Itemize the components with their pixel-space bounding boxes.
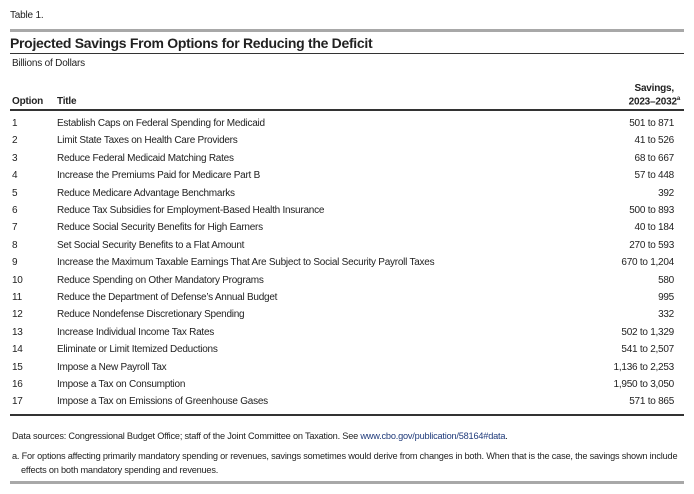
table-row: [10, 257, 674, 274]
savings-value: 41 to 526: [634, 135, 674, 147]
option-title: Reduce the Department of Defense’s Annual Budget: [57, 292, 278, 303]
savings-value: 502 to 1,329: [621, 326, 674, 338]
savings-value: 670 to 1,204: [621, 257, 674, 269]
option-number: 5: [12, 187, 18, 199]
option-title: Set Social Security Benefits to a Flat Amount: [57, 239, 245, 251]
savings-value: 40 to 184: [634, 222, 674, 234]
footnote-marker: a: [676, 96, 680, 102]
table-row: [10, 118, 674, 135]
table-row: [10, 292, 674, 309]
savings-value: 57 to 448: [634, 170, 674, 182]
option-number: 3: [12, 152, 18, 164]
table-row: [10, 170, 674, 187]
option-number: 2: [12, 135, 18, 147]
table-row: [10, 153, 674, 170]
option-title: Eliminate or Limit Itemized Deductions: [57, 344, 218, 356]
header-rule: [10, 109, 684, 111]
option-number: 4: [12, 170, 18, 182]
option-title: Impose a Tax on Consumption: [57, 379, 186, 390]
option-number: 16: [12, 379, 23, 390]
source-link[interactable]: www.cbo.gov/publication/58164#data: [360, 431, 506, 441]
title-rule: [10, 53, 684, 54]
savings-value: 392: [658, 187, 674, 199]
footer-rule: [10, 481, 684, 484]
savings-value: 571 to 865: [629, 396, 674, 408]
option-number: 12: [12, 309, 23, 321]
savings-value: 68 to 667: [634, 152, 674, 164]
option-number: 11: [12, 292, 22, 303]
data-sources: Data sources: Congressional Budget Office; staff of the Joint Committee on Taxation. See www.cbo.gov/publication/58164#data.: [12, 431, 508, 441]
option-title: Reduce Federal Medicaid Matching Rates: [57, 152, 234, 164]
bottom-rule: [10, 414, 684, 416]
option-number: 9: [12, 257, 18, 269]
option-number: 14: [12, 344, 23, 356]
option-title: Reduce Medicare Advantage Benchmarks: [57, 187, 235, 199]
table-row: [10, 327, 674, 344]
option-number: 15: [12, 361, 23, 373]
option-title: Reduce Nondefense Discretionary Spending: [57, 309, 245, 321]
option-title: Reduce Social Security Benefits for High Earners: [57, 222, 263, 234]
header-title: Title: [57, 96, 77, 107]
option-title: Impose a Tax on Emissions of Greenhouse Gases: [57, 396, 268, 408]
table-row: [10, 396, 674, 413]
table-row: [10, 344, 674, 361]
footnote-a: a. For options affecting primarily mandatory spending or revenues, savings sometimes would derive from changes in both. When that is the case, the savings shown include effects on both mandatory spending and revenues.: [12, 451, 678, 475]
option-number: 17: [12, 396, 23, 408]
option-title: Establish Caps on Federal Spending for Medicaid: [57, 118, 265, 129]
option-title: Impose a New Payroll Tax: [57, 361, 167, 373]
table-row: [10, 188, 674, 205]
option-number: 8: [12, 239, 18, 251]
table-row: [10, 379, 674, 396]
header-savings-line1: Savings,: [634, 83, 674, 94]
option-title: Reduce Spending on Other Mandatory Programs: [57, 274, 264, 286]
option-number: 1: [12, 118, 18, 129]
table-row: [10, 362, 674, 379]
option-title: Increase the Premiums Paid for Medicare Part B: [57, 170, 261, 182]
table-row: [10, 205, 674, 222]
option-title: Limit State Taxes on Health Care Providers: [57, 135, 238, 147]
savings-value: 1,950 to 3,050: [613, 379, 674, 390]
savings-value: 1,136 to 2,253: [613, 361, 674, 373]
option-number: 13: [12, 326, 23, 338]
top-rule: [10, 29, 684, 32]
table-row: [10, 309, 674, 326]
table-row: [10, 275, 674, 292]
option-title: Reduce Tax Subsidies for Employment-Based Health Insurance: [57, 205, 325, 216]
savings-value: 500 to 893: [629, 205, 674, 216]
savings-value: 332: [658, 309, 674, 321]
option-number: 7: [12, 222, 18, 234]
savings-value: 501 to 871: [629, 118, 674, 129]
option-title: Increase the Maximum Taxable Earnings That Are Subject to Social Security Payroll Taxes: [57, 257, 435, 269]
table-row: [10, 240, 674, 257]
units-label: Billions of Dollars: [12, 58, 85, 69]
savings-value: 541 to 2,507: [621, 344, 674, 356]
option-number: 6: [12, 205, 18, 216]
header-option: Option: [12, 96, 44, 107]
table-row: [10, 222, 674, 239]
savings-value: 580: [658, 274, 674, 286]
option-number: 10: [12, 274, 23, 286]
table-row: [10, 135, 674, 152]
savings-value: 995: [658, 292, 674, 303]
table-title: Projected Savings From Options for Reducing the Deficit: [10, 35, 373, 51]
table-label: Table 1.: [10, 10, 44, 21]
header-savings-line2: 2023–2032$^a$: [628, 96, 680, 108]
option-title: Increase Individual Income Tax Rates: [57, 326, 215, 338]
savings-value: 270 to 593: [629, 239, 674, 251]
